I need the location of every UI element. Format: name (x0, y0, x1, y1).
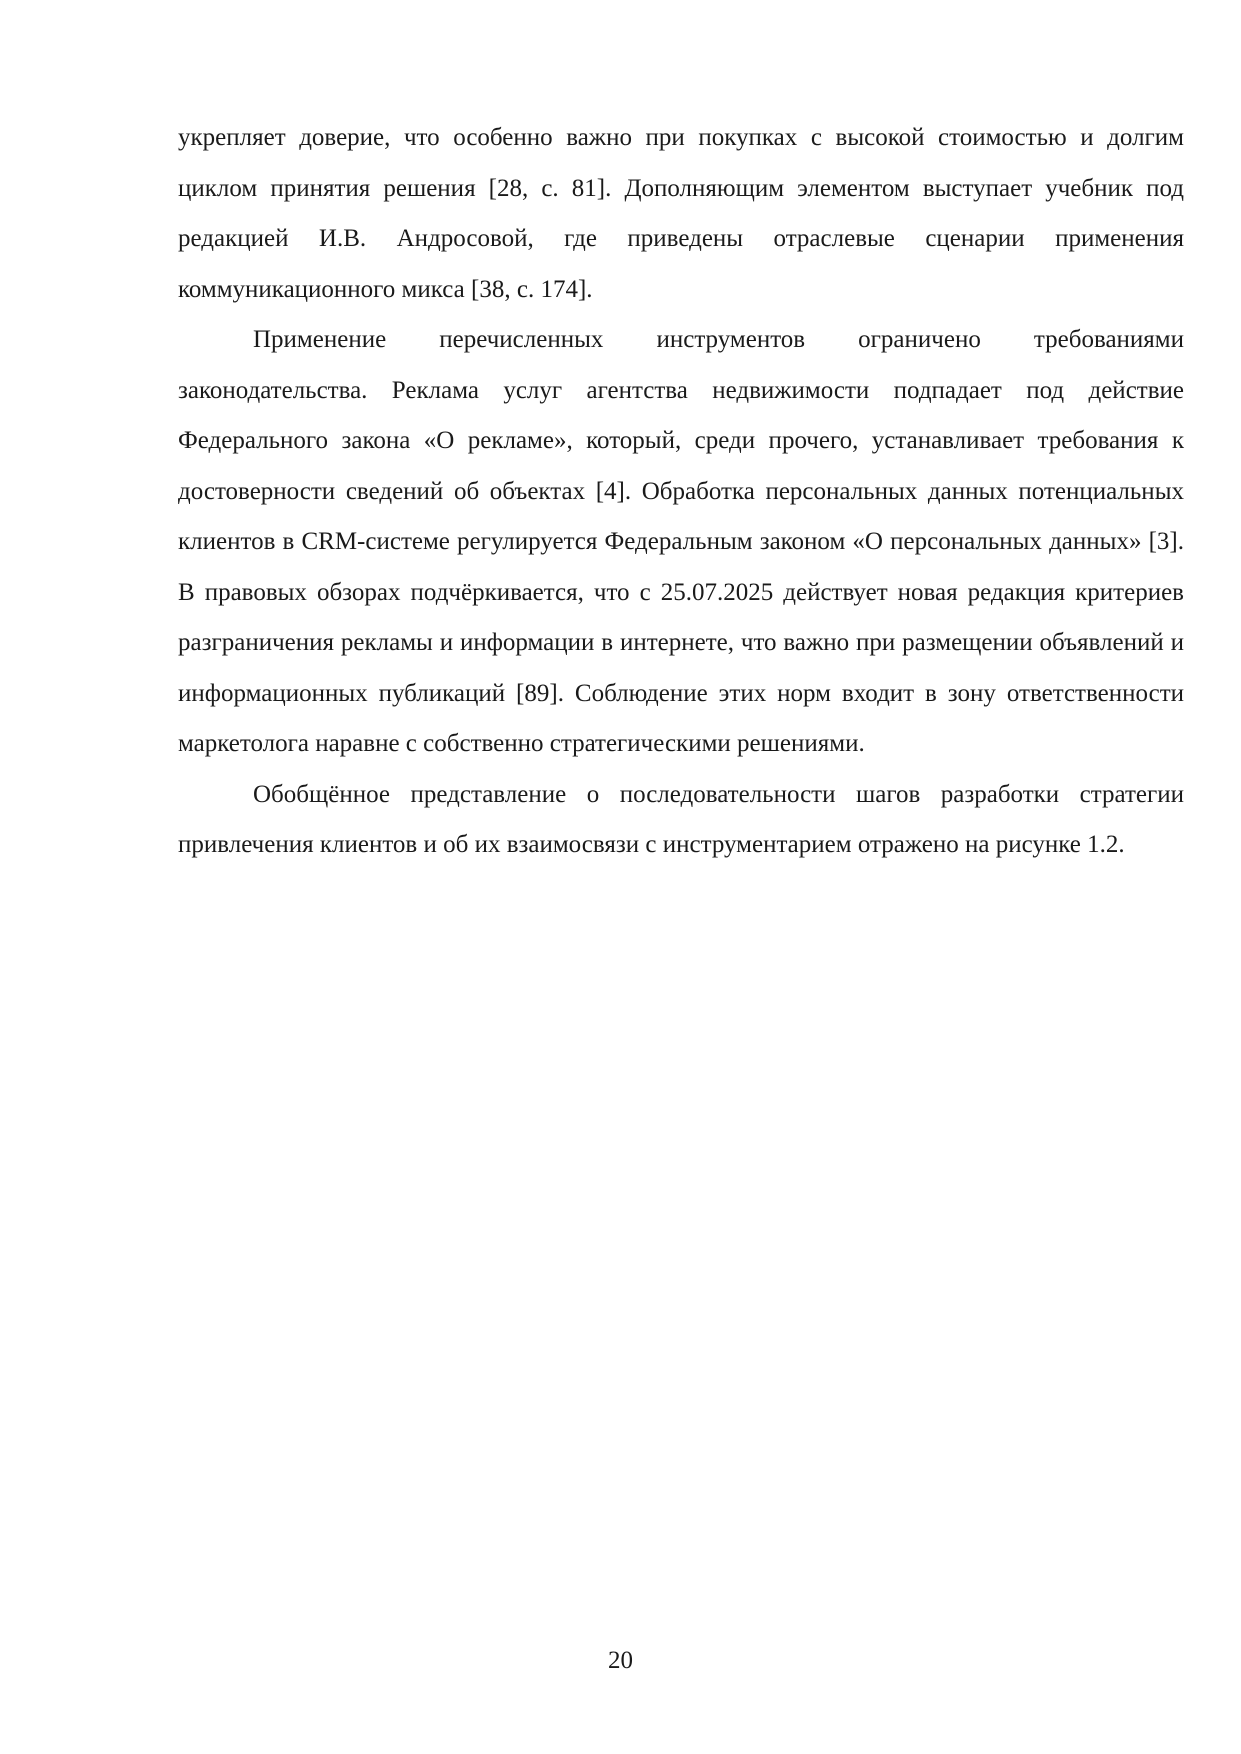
page-number: 20 (608, 1647, 633, 1674)
paragraph-figure-reference: Обобщённое представление о последовательности шагов разработки стратегии привлечения клиентов и об их взаимосвязи с инструментарием отражено на рисунке 1.2. (178, 780, 1184, 858)
paragraph-continuation: укрепляет доверие, что особенно важно при покупках с высокой стоимостью и долгим циклом принятия решения [28, с. 81]. Дополняющим элементом выступает учебник под редакцией И.В. Андросовой, где приведены отраслевые сценарии применения коммуникационного микса [38, с. 174]. (178, 124, 1184, 303)
paragraph-legislation: Применение перечисленных инструментов ограничено требованиями законодательства. Реклама услуг агентства недвижимости подпадает под действие Федерального закона «О рекламе», который, среди прочего, устанавливает требования к достоверности сведений об объектах [4]. Обработка персональных данных потенциальных клиентов в CRM-системе регулируется Федеральным законом «О персональных данных» [3]. В правовых обзорах подчёркивается, что с 25.07.2025 действует новая редакция критериев разграничения рекламы и информации в интернете, что важно при размещении объявлений и информационных публикаций [89]. Соблюдение этих норм входит в зону ответственности маркетолога наравне с собственно стратегическими решениями. (178, 326, 1184, 757)
body-text (178, 113, 1184, 871)
